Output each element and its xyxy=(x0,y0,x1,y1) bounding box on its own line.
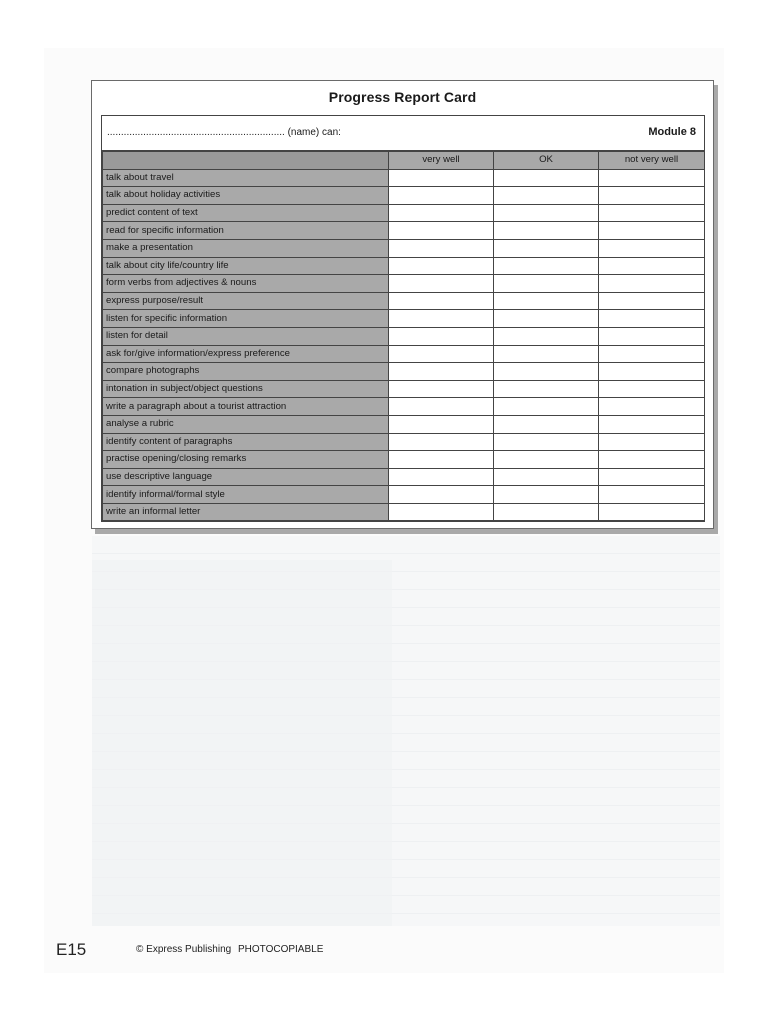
rating-cell[interactable] xyxy=(494,398,599,416)
rating-cell[interactable] xyxy=(599,275,705,293)
skill-cell: predict content of text xyxy=(103,204,389,222)
rating-cell[interactable] xyxy=(599,451,705,469)
table-row xyxy=(103,310,705,328)
skills-body xyxy=(103,169,705,521)
column-header: not very well xyxy=(599,152,705,170)
table-row xyxy=(103,187,705,205)
table-row xyxy=(103,257,705,275)
table-row xyxy=(103,222,705,240)
skill-column-header xyxy=(103,152,389,170)
rating-cell[interactable] xyxy=(599,398,705,416)
rating-cell[interactable] xyxy=(599,187,705,205)
skill-cell: analyse a rubric xyxy=(103,415,389,433)
rating-cell[interactable] xyxy=(389,275,494,293)
rating-cell[interactable] xyxy=(599,468,705,486)
table-row xyxy=(103,451,705,469)
rating-cell[interactable] xyxy=(494,363,599,381)
rating-cell[interactable] xyxy=(494,415,599,433)
rating-cell[interactable] xyxy=(389,363,494,381)
skill-cell: express purpose/result xyxy=(103,292,389,310)
rating-cell[interactable] xyxy=(599,486,705,504)
rating-cell[interactable] xyxy=(494,187,599,205)
skills-table xyxy=(102,151,705,521)
rating-cell[interactable] xyxy=(389,380,494,398)
skill-cell: identify content of paragraphs xyxy=(103,433,389,451)
report-frame xyxy=(101,115,705,522)
rating-cell[interactable] xyxy=(494,275,599,293)
name-bar xyxy=(102,116,704,151)
rating-cell[interactable] xyxy=(599,222,705,240)
skill-cell: listen for detail xyxy=(103,327,389,345)
table-row xyxy=(103,503,705,521)
rating-cell[interactable] xyxy=(389,292,494,310)
table-row xyxy=(103,239,705,257)
table-row xyxy=(103,169,705,187)
module-label: Module 8 xyxy=(648,126,696,138)
rating-cell[interactable] xyxy=(494,292,599,310)
copyright: © Express Publishing xyxy=(136,944,232,955)
skill-cell: read for specific information xyxy=(103,222,389,240)
skill-cell: ask for/give information/express preference xyxy=(103,345,389,363)
rating-cell[interactable] xyxy=(389,239,494,257)
rating-cell[interactable] xyxy=(494,257,599,275)
rating-cell[interactable] xyxy=(494,468,599,486)
skill-cell: intonation in subject/object questions xyxy=(103,380,389,398)
rating-cell[interactable] xyxy=(494,380,599,398)
table-row xyxy=(103,398,705,416)
rating-cell[interactable] xyxy=(494,486,599,504)
table-row xyxy=(103,363,705,381)
skill-cell: talk about city life/country life xyxy=(103,257,389,275)
table-row xyxy=(103,486,705,504)
skill-cell: use descriptive language xyxy=(103,468,389,486)
skill-cell: form verbs from adjectives & nouns xyxy=(103,275,389,293)
rating-cell[interactable] xyxy=(494,451,599,469)
rating-cell[interactable] xyxy=(389,415,494,433)
rating-cell[interactable] xyxy=(599,345,705,363)
rating-cell[interactable] xyxy=(599,310,705,328)
rating-cell[interactable] xyxy=(389,222,494,240)
rating-cell[interactable] xyxy=(599,327,705,345)
table-row xyxy=(103,327,705,345)
page-code: E15 xyxy=(56,940,87,959)
table-row xyxy=(103,292,705,310)
rating-cell[interactable] xyxy=(389,345,494,363)
rating-cell[interactable] xyxy=(494,503,599,521)
name-prompt: ................................................................ (name) can: xyxy=(107,127,341,138)
skill-cell: write an informal letter xyxy=(103,503,389,521)
rating-cell[interactable] xyxy=(389,257,494,275)
header-row xyxy=(103,152,705,170)
rating-cell[interactable] xyxy=(494,169,599,187)
table-row xyxy=(103,345,705,363)
rating-cell[interactable] xyxy=(389,486,494,504)
skill-cell: make a presentation xyxy=(103,239,389,257)
table-row xyxy=(103,468,705,486)
rating-cell[interactable] xyxy=(599,415,705,433)
rating-cell[interactable] xyxy=(599,503,705,521)
rating-cell[interactable] xyxy=(494,433,599,451)
column-header: OK xyxy=(494,152,599,170)
footer-text xyxy=(136,944,323,955)
skill-cell: write a paragraph about a tourist attraction xyxy=(103,398,389,416)
rating-cell[interactable] xyxy=(389,433,494,451)
rating-cell[interactable] xyxy=(494,310,599,328)
table-row xyxy=(103,415,705,433)
skill-cell: compare photographs xyxy=(103,363,389,381)
rating-cell[interactable] xyxy=(389,169,494,187)
rating-cell[interactable] xyxy=(599,169,705,187)
rating-cell[interactable] xyxy=(389,327,494,345)
table-row xyxy=(103,380,705,398)
rating-cell[interactable] xyxy=(389,204,494,222)
rating-cell[interactable] xyxy=(599,257,705,275)
rating-cell[interactable] xyxy=(389,310,494,328)
rating-cell[interactable] xyxy=(494,345,599,363)
skill-cell: listen for specific information xyxy=(103,310,389,328)
rating-cell[interactable] xyxy=(389,451,494,469)
rating-cell[interactable] xyxy=(599,239,705,257)
rating-cell[interactable] xyxy=(599,204,705,222)
rating-cell[interactable] xyxy=(389,398,494,416)
rating-cell[interactable] xyxy=(494,327,599,345)
skill-cell: talk about holiday activities xyxy=(103,187,389,205)
column-header: very well xyxy=(389,152,494,170)
rating-cell[interactable] xyxy=(599,292,705,310)
rating-cell[interactable] xyxy=(599,380,705,398)
table-row xyxy=(103,433,705,451)
skill-cell: identify informal/formal style xyxy=(103,486,389,504)
card-title: Progress Report Card xyxy=(328,89,477,105)
rating-cell[interactable] xyxy=(389,468,494,486)
rating-cell[interactable] xyxy=(389,187,494,205)
rating-cell[interactable] xyxy=(494,239,599,257)
skill-cell: practise opening/closing remarks xyxy=(103,451,389,469)
rating-cell[interactable] xyxy=(494,204,599,222)
rating-cell[interactable] xyxy=(494,222,599,240)
progress-report-card xyxy=(91,80,714,529)
rating-cell[interactable] xyxy=(599,433,705,451)
rating-cell[interactable] xyxy=(599,363,705,381)
bleed-through-column xyxy=(92,560,392,926)
table-row xyxy=(103,204,705,222)
photocopiable-label: PHOTOCOPIABLE xyxy=(237,944,324,955)
rating-cell[interactable] xyxy=(389,503,494,521)
skill-cell: talk about travel xyxy=(103,169,389,187)
table-row xyxy=(103,275,705,293)
